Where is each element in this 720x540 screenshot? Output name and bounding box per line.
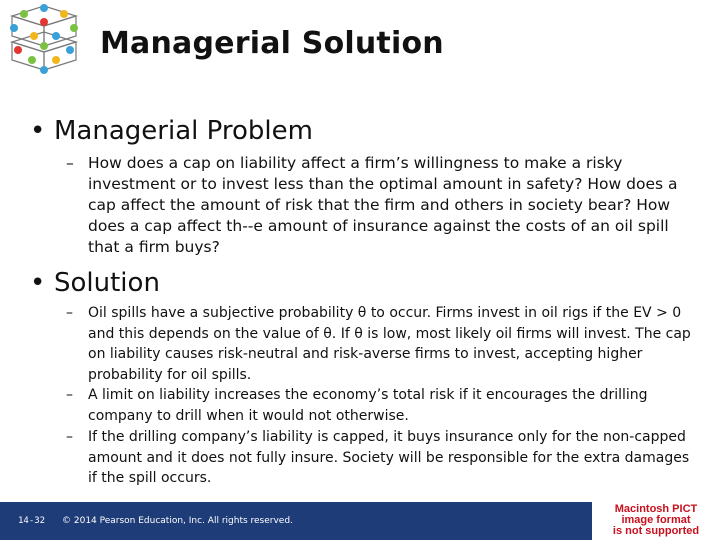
solution-point-3 xyxy=(66,427,696,489)
solution-point-text: Oil spills have a subjective probability θ to occur. Firms invest in oil rigs if the EV > 0 and this depends on the value of θ. If θ is low, most likely oil firms will invest. The cap on liability causes risk-neutral and risk-averse firms to invest, accepting higher probability for oil spills. xyxy=(88,305,691,383)
dash-icon: – xyxy=(66,429,73,445)
pict-line-1: Macintosh PICT xyxy=(614,503,698,515)
solution-point-text: A limit on liability increases the economy’s total risk if it encourages the drilling company to drill when it would not otherwise. xyxy=(88,387,648,424)
molecule-cube-logo xyxy=(4,2,84,76)
solution-point-text: If the drilling company’s liability is capped, it buys insurance only for the non-capped amount and it does not fully insure. Society will be responsible for the extra damages if the spill occurs. xyxy=(88,429,690,486)
pict-line-2: image format xyxy=(621,514,691,526)
dash-icon: – xyxy=(66,305,73,321)
dash-icon: – xyxy=(66,154,74,172)
solution-heading-row xyxy=(30,268,160,298)
bullet-icon: • xyxy=(30,268,46,298)
problem-heading: Managerial Problem xyxy=(54,116,313,146)
problem-text-item xyxy=(66,153,696,258)
slide-title: Managerial Solution xyxy=(100,26,444,61)
problem-heading-row xyxy=(30,116,313,146)
pict-line-3: is not supported xyxy=(612,525,700,537)
solution-point-2 xyxy=(66,385,696,426)
problem-text: How does a cap on liability affect a firm’s willingness to make a risky investment or to invest less than the optimal amount in safety? How does a cap affect the amount of risk that the firm and others in society bear? How does a cap affect th--e amount of insurance against the costs of an oil spill that a firm buys? xyxy=(88,154,678,256)
solution-point-1 xyxy=(66,303,696,385)
copyright-text: © 2014 Pearson Education, Inc. All rights reserved. xyxy=(62,516,293,526)
dash-icon: – xyxy=(66,387,73,403)
bullet-icon: • xyxy=(30,116,46,146)
solution-heading: Solution xyxy=(54,268,160,298)
unsupported-image-placeholder xyxy=(592,502,720,540)
page-number: 14-32 xyxy=(18,516,46,526)
